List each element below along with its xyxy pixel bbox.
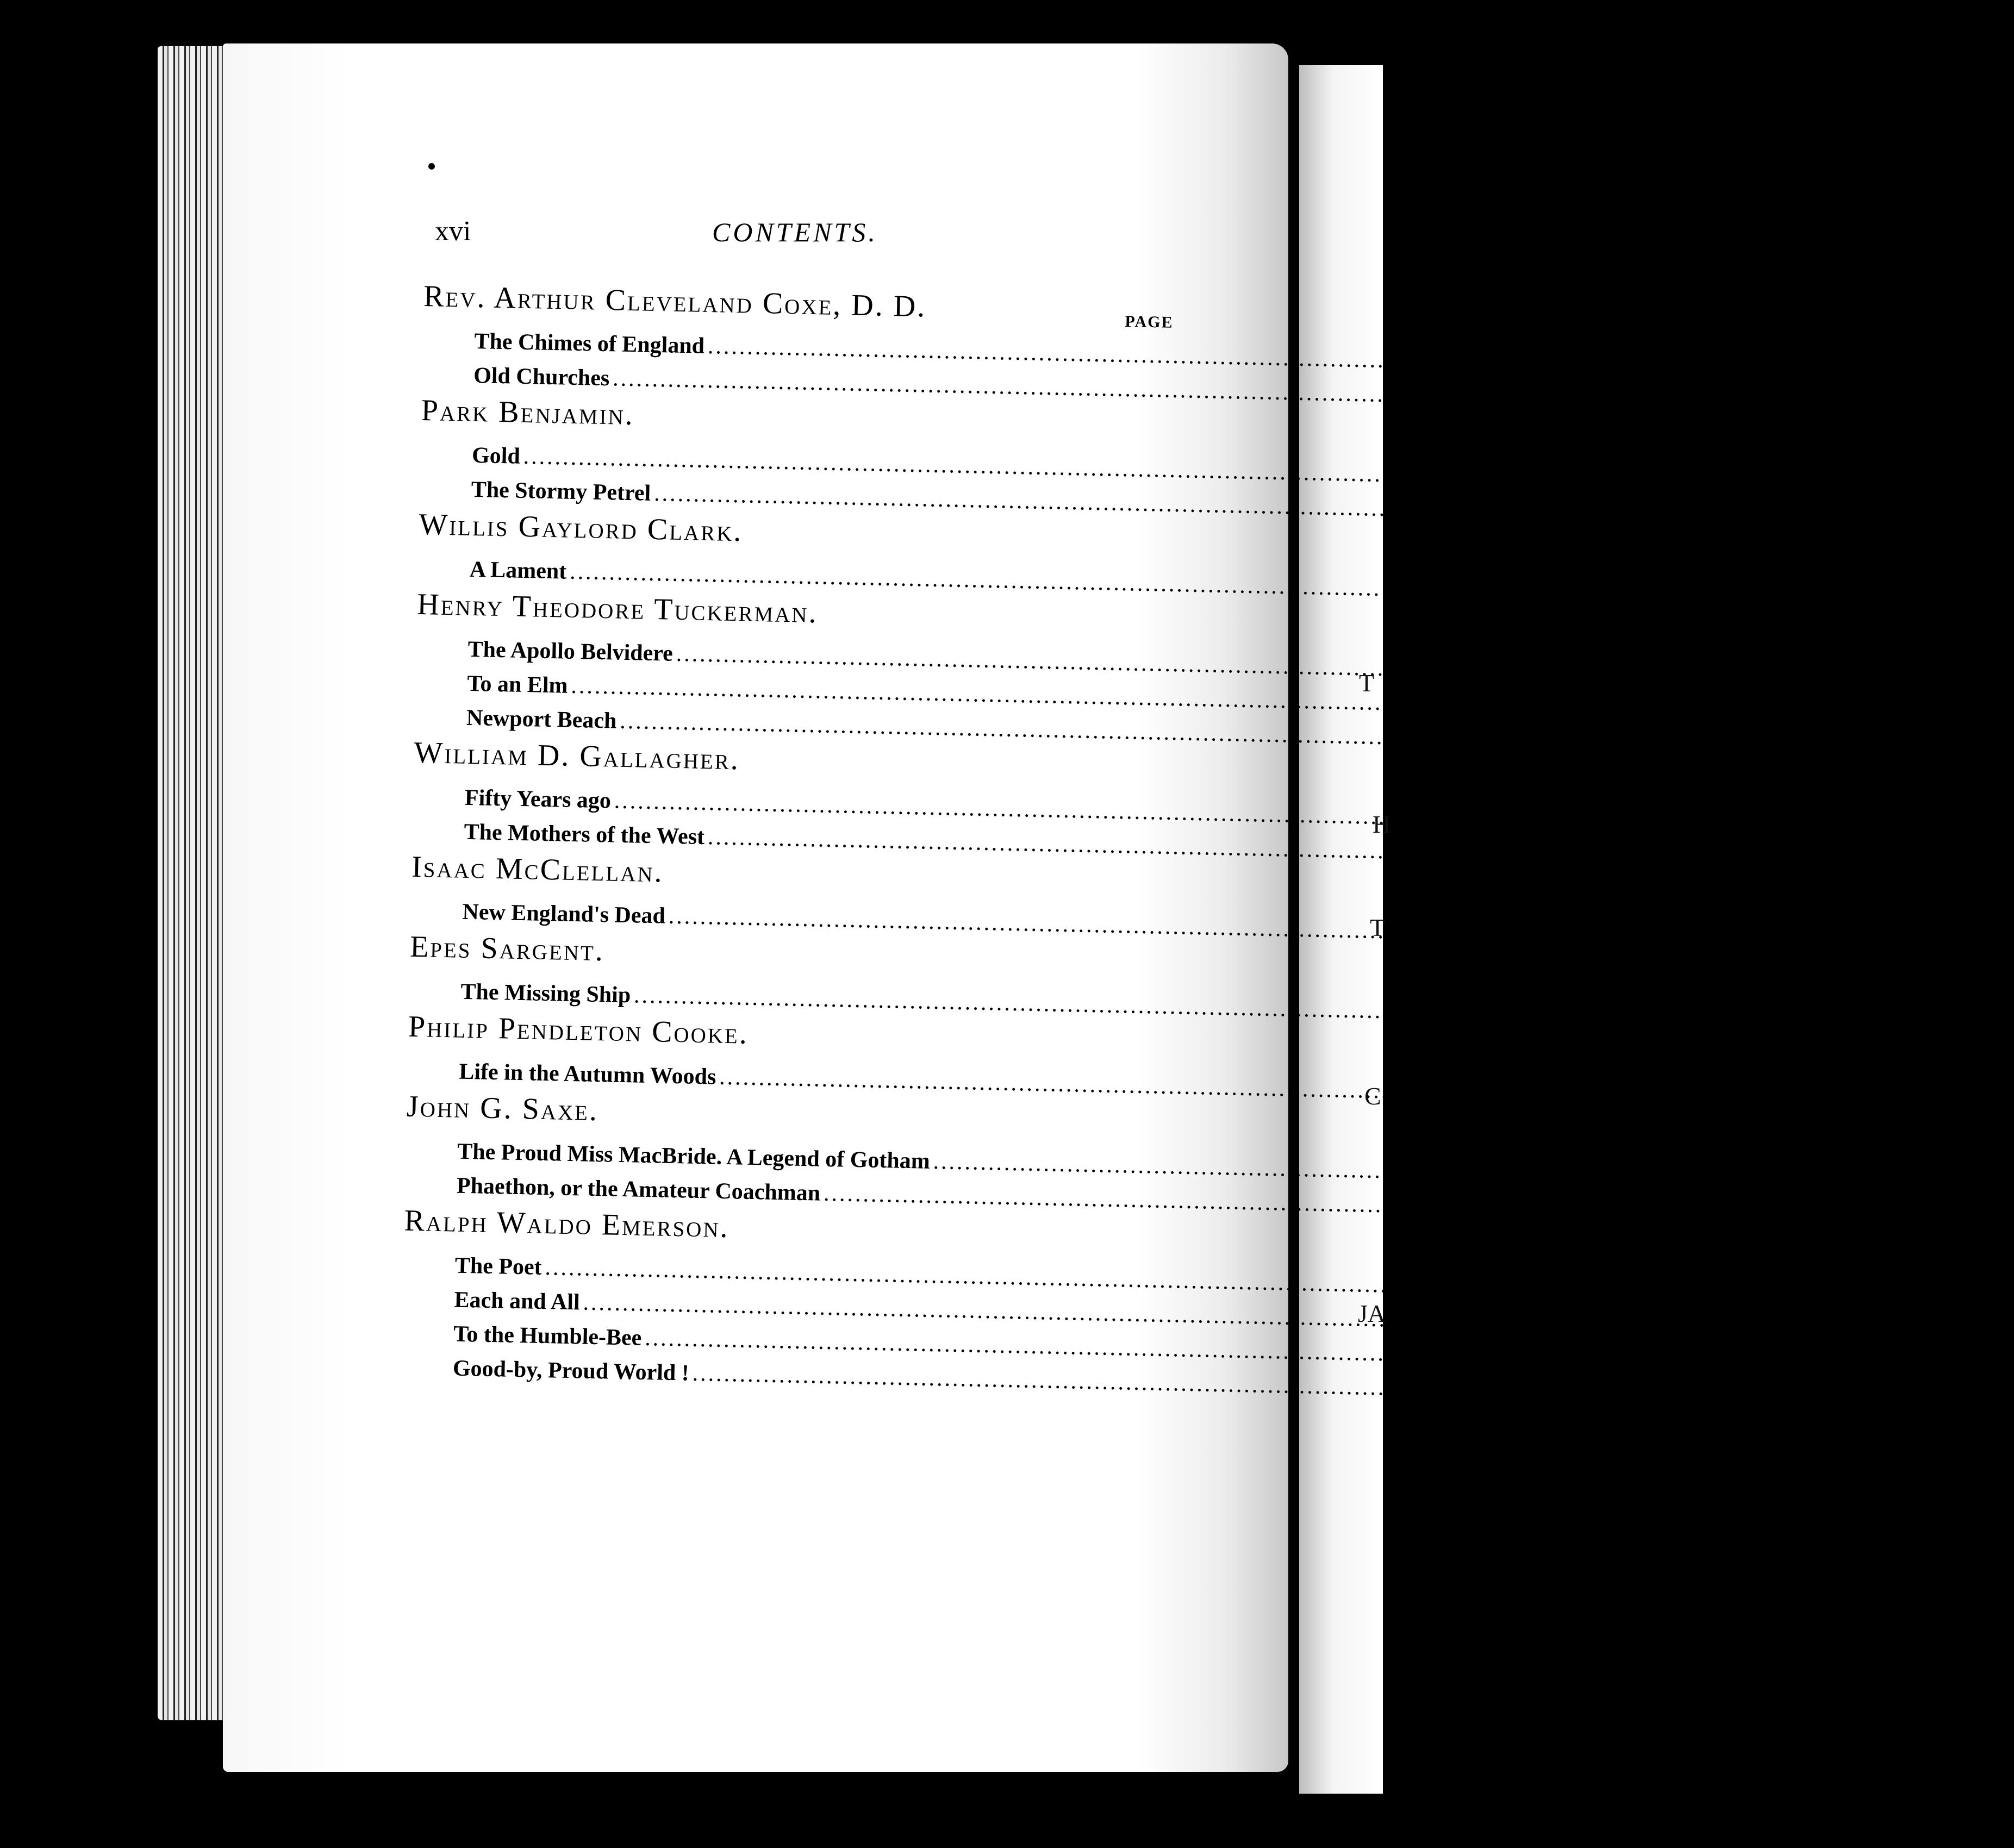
page-column-label: PAGE xyxy=(1125,313,1174,332)
author-heading: Park Benjamin. xyxy=(421,393,635,432)
entry-title: To the Humble-Bee xyxy=(453,1321,642,1351)
facing-page-letter: T xyxy=(1370,914,1386,941)
book-page-edges xyxy=(158,46,228,1720)
entry-title: The Proud Miss MacBride. A Legend of Gotham xyxy=(457,1139,931,1174)
entry-page-number: 399 xyxy=(1850,1201,1887,1228)
entry-page-number: 407 xyxy=(1671,1345,1708,1373)
entry-page-number: 363 xyxy=(1549,464,1586,491)
entry-title: New England's Dead xyxy=(462,899,666,929)
entry-page-number: 389 xyxy=(1959,1169,1996,1196)
author-heading: Ralph Waldo Emerson. xyxy=(403,1203,730,1245)
entry-page-number: 405 xyxy=(1609,1310,1646,1338)
entry-page-number: 374 xyxy=(1646,728,1683,756)
author-heading: Philip Pendleton Cooke. xyxy=(408,1009,749,1051)
entry-page-number: 364 xyxy=(1680,501,1717,528)
entry-title: Fifty Years ago xyxy=(464,785,612,814)
table-of-contents xyxy=(401,277,1996,1408)
entry-page-number: 365 xyxy=(1596,579,1633,607)
entry-title: Newport Beach xyxy=(466,705,617,734)
author-heading: Rev. Arthur Cleveland Coxe, D. D. xyxy=(423,279,927,324)
page-number: xvi xyxy=(435,216,471,247)
entry-title: Good-by, Proud World ! xyxy=(452,1356,690,1386)
ink-speck xyxy=(428,163,435,170)
entry-title: The Chimes of England xyxy=(474,328,705,359)
author-heading: John G. Saxe. xyxy=(406,1089,599,1128)
toc-section xyxy=(417,505,1633,607)
facing-page-letter: JA xyxy=(1358,1300,1386,1327)
facing-page-letter: H xyxy=(1373,810,1391,838)
entry-page-number: 367 xyxy=(1702,661,1739,689)
entry-page-number: 384 xyxy=(1660,1002,1697,1031)
entry-page-number: 409 xyxy=(1718,1381,1755,1408)
facing-page-letter: T xyxy=(1359,669,1375,697)
entry-page-number: 386 xyxy=(1745,1084,1782,1112)
entry-page-number: 403 xyxy=(1571,1275,1608,1303)
entry-title: The Poet xyxy=(454,1253,543,1280)
entry-title: Life in the Autumn Woods xyxy=(458,1059,716,1090)
entry-title: Each and All xyxy=(454,1287,581,1315)
entry-page-number: 381 xyxy=(1734,844,1771,872)
entry-page-number: 382 xyxy=(1694,923,1731,951)
entry-page-number: 378 xyxy=(1641,808,1678,836)
author-heading: Isaac McClellan. xyxy=(411,850,664,889)
entry-title: Gold xyxy=(471,442,521,469)
facing-page-letter: C xyxy=(1364,1082,1381,1110)
entry-page-number: 372 xyxy=(1597,693,1634,721)
entry-page-number: 361 xyxy=(1639,385,1676,414)
entry-title: A Lament xyxy=(469,557,567,584)
entry-title: To an Elm xyxy=(466,671,568,698)
entry-title: The Apollo Belvidere xyxy=(467,636,674,666)
entry-title: Phaethon, or the Amateur Coachman xyxy=(456,1173,821,1206)
author-heading: William D. Gallagher. xyxy=(414,735,740,777)
author-heading: Willis Gaylord Clark. xyxy=(418,507,744,548)
author-heading: Henry Theodore Tuckerman. xyxy=(416,587,819,630)
author-heading: Epes Sargent. xyxy=(409,929,605,968)
entry-title: The Stormy Petrel xyxy=(471,477,651,506)
entry-title: The Missing Ship xyxy=(460,979,631,1008)
entry-title: Old Churches xyxy=(473,363,610,391)
entry-page-number: 359 xyxy=(1734,353,1771,381)
entry-title: The Mothers of the West xyxy=(464,819,705,850)
contents-heading: CONTENTS. xyxy=(712,217,878,247)
running-head xyxy=(435,215,1158,253)
